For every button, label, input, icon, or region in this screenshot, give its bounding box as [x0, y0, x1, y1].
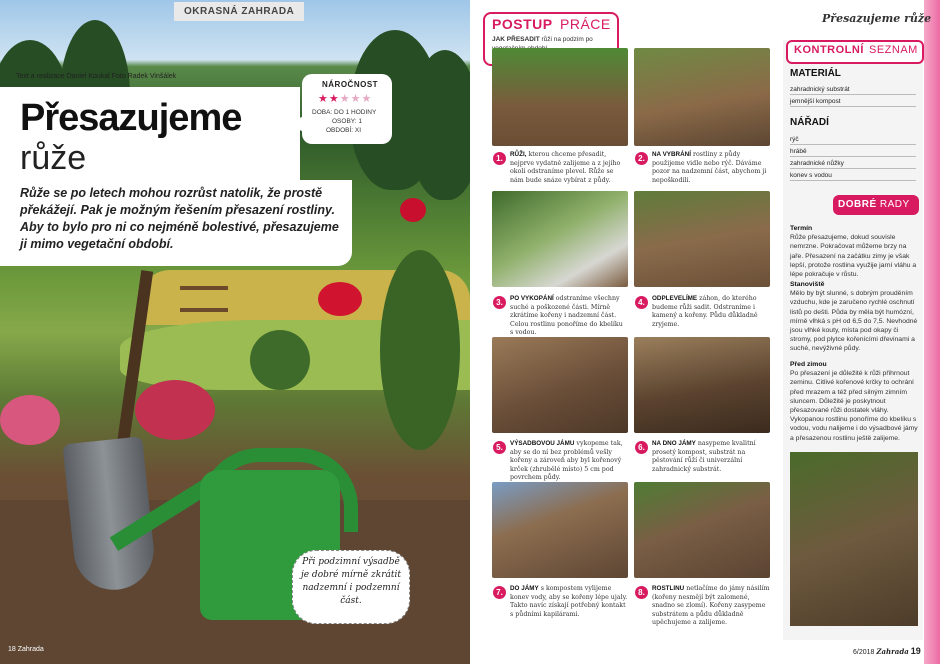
difficulty-label: NÁROČNOST [322, 80, 379, 89]
step-number: 5. [493, 441, 506, 454]
step-lead: VÝSADBOVOU JÁMU [510, 440, 575, 447]
step-text-8 [652, 585, 770, 628]
tip-text: Při podzimní výsadbě je dobré mírně zkrátit nadzemní i podzemní část. [300, 557, 402, 606]
step-number: 1. [493, 152, 506, 165]
tip-block-pred-zimou [790, 360, 918, 443]
step-number: 3. [493, 296, 506, 309]
step-text-1 [510, 151, 628, 185]
step-lead: ODPLEVELÍME [652, 295, 698, 302]
page-title: Přesazujeme [20, 97, 242, 139]
tip-body: Růže přesazujeme, dokud souvisle nemrzne. Pokračovat můžeme brzy na jaře. Přesazení na začátku zimy je však lepší, protože rostlina využije jarní vláhu a lépe pokračuje v růstu. [790, 234, 917, 279]
material-item: zahradnický substrát [790, 86, 916, 95]
footer-left: 18 Zahrada [8, 646, 44, 653]
postup-title: POSTUP [492, 16, 553, 32]
postup-title-2: PRÁCE [560, 16, 611, 32]
postup-question-bold: JAK PŘESADIT [492, 36, 540, 43]
star-filled-icon: ★★ [318, 93, 340, 105]
step-body: s kompostem vylijeme konev vody, aby se kořeny lépe ujaly. Takto navíc získají potřebný kontakt s půdními kapilárami. [510, 585, 628, 618]
rose-flower [318, 282, 362, 316]
step-lead: PO VYKOPÁNÍ [510, 295, 554, 302]
intro-text: Růže se po letech mohou rozrůst natolik, že prostě překážejí. Pak je možným řešením přesazení rostliny. Aby to bylo pro ni co nejméně bolestivé, přesazujeme ji mimo vegetační období. [20, 186, 339, 251]
step-body: netlačíme do jámy násilím (kořeny nesmějí být zalomené, snadno se zlomí). Kořeny zasypeme substrátem a půdu důkladně upěchujeme a zalijeme. [652, 585, 770, 627]
step-lead: NA DNO JÁMY [652, 440, 696, 447]
tools-heading: NÁŘADÍ [790, 117, 829, 128]
step-body: záhon, do kterého budeme růži sadit. Odstraníme i kamený a kořeny. Půdu důkladně zryjeme. [652, 295, 758, 328]
step-text-3 [510, 295, 628, 338]
difficulty-stars [318, 92, 372, 105]
step-body: rostliny z půdy použijeme vidle nebo rýč. Dáváme pozor na nadzemní část, abychom ji nepoškodili. [652, 151, 767, 184]
footer-page-number: 19 [910, 646, 921, 656]
rose-bush [0, 395, 60, 445]
footer-magazine: Zahrada [876, 647, 909, 656]
tool-item: zahradnické nůžky [790, 160, 916, 169]
step-lead: ROSTLINU [652, 585, 685, 592]
step-body: nasypeme kvalitní prosetý kompost, substrát na pěstování růží či univerzální zahradnický substrát. [652, 440, 756, 473]
difficulty-persons: OSOBY: 1 [332, 118, 362, 125]
tool-item: hrábě [790, 148, 916, 157]
rose-bush [135, 380, 215, 440]
step-body: odstraníme všechny suché a poškozené části. Mírně zkrátíme kořeny i nadzemní část. Celou rostlinu ponoříme do kbelíku s vodou. [510, 295, 623, 337]
step-number: 7. [493, 586, 506, 599]
tip-block-stanoviste [790, 280, 918, 354]
section-tag: OKRASNÁ ZAHRADA [174, 2, 304, 21]
step-photo-5 [492, 337, 628, 433]
step-number: 6. [635, 441, 648, 454]
tips-title-b: RADY [879, 199, 910, 210]
tips-title [838, 199, 910, 210]
step-text-7 [510, 585, 628, 619]
step-number: 2. [635, 152, 648, 165]
step-lead: RŮŽI, [510, 151, 527, 158]
step-photo-3 [492, 191, 628, 287]
star-empty-icon: ★★★ [339, 93, 373, 105]
step-photo-1 [492, 48, 628, 146]
step-photo-8 [634, 482, 770, 578]
rose-bush [380, 250, 460, 450]
page-subtitle: růže [20, 139, 87, 177]
tip-heading: Stanoviště [790, 281, 825, 288]
rose-bush [250, 330, 310, 390]
material-item: jemnější kompost [790, 98, 916, 107]
step-body: kterou chceme přesadit, nejprve vydatně zalijeme a z jejího okolí odstraníme plevel. Růže se nám bude snáze vybírat z půdy. [510, 151, 621, 184]
page-edge-decoration [924, 0, 940, 664]
credits: Text a realizace Daniel Koukal Foto Radek Vinšálek [16, 73, 177, 80]
checklist-title-2: SEZNAM [869, 44, 918, 56]
tip-heading: Termín [790, 225, 813, 232]
tool-item: rýč [790, 136, 916, 145]
tip-block-termin [790, 224, 918, 279]
footer-issue: 6/2018 [853, 649, 875, 656]
tip-body: Po přesazení je důležité k růži přihrnout zeminu. Citlivé kořenové krčky to ochrání před mrazem a též před silným zimním sluncem. Důležité je poskytnout přesazované růži dostatek vláhy. Vykopanou rostlinu ponoříme do kbelíku s vodou, vodu nalijeme i do výsadbové jámy a přesazenou rostlinu ještě zalijeme. [790, 370, 918, 442]
difficulty-time: DOBA: DO 1 HODINY [312, 109, 377, 116]
step-text-5 [510, 440, 628, 483]
material-heading: MATERIÁL [790, 68, 841, 79]
step-lead: NA VYBRÁNÍ [652, 151, 691, 158]
step-text-4 [652, 295, 770, 329]
step-number: 4. [635, 296, 648, 309]
tree [410, 50, 470, 200]
tip-heading: Před zimou [790, 361, 827, 368]
postup-question-rest: růži na podzim po [541, 36, 593, 43]
footer-right [853, 646, 921, 656]
checklist-title: KONTROLNÍ [794, 44, 864, 56]
difficulty-period: OBDOBÍ: XI [326, 127, 362, 134]
step-text-2 [652, 151, 770, 185]
bench [180, 286, 228, 312]
tips-title-a: DOBRÉ [838, 199, 877, 210]
rose-flower [400, 198, 426, 222]
step-photo-4 [634, 191, 770, 287]
running-head: Přesazujeme růže [822, 12, 932, 25]
step-lead: DO JÁMY [510, 585, 539, 592]
step-number: 8. [635, 586, 648, 599]
sidebar-photo [790, 452, 918, 626]
step-body: vykopeme tak, aby se do ní bez problémů vešly kořeny a zároveň aby byl kořenový krček (zhrubělé místo) 5 cm pod povrchem půdy. [510, 440, 623, 482]
step-photo-6 [634, 337, 770, 433]
step-photo-7 [492, 482, 628, 578]
tool-item: konev s vodou [790, 172, 916, 181]
tip-body: Mělo by být slunné, s dobrým prouděním vzduchu, kde je zaručeno rychlé oschnutí listů po dešti. Půda by měla být humózní, mírně vlhká s pH od 6,5 do 7,5. Nevhodné jsou vlhké kouty, místa pod okapy či stromy, pod plytce kořenícími dřevinami a suché, nevýživné půdy. [790, 290, 918, 353]
step-photo-2 [634, 48, 770, 146]
step-text-6 [652, 440, 770, 474]
